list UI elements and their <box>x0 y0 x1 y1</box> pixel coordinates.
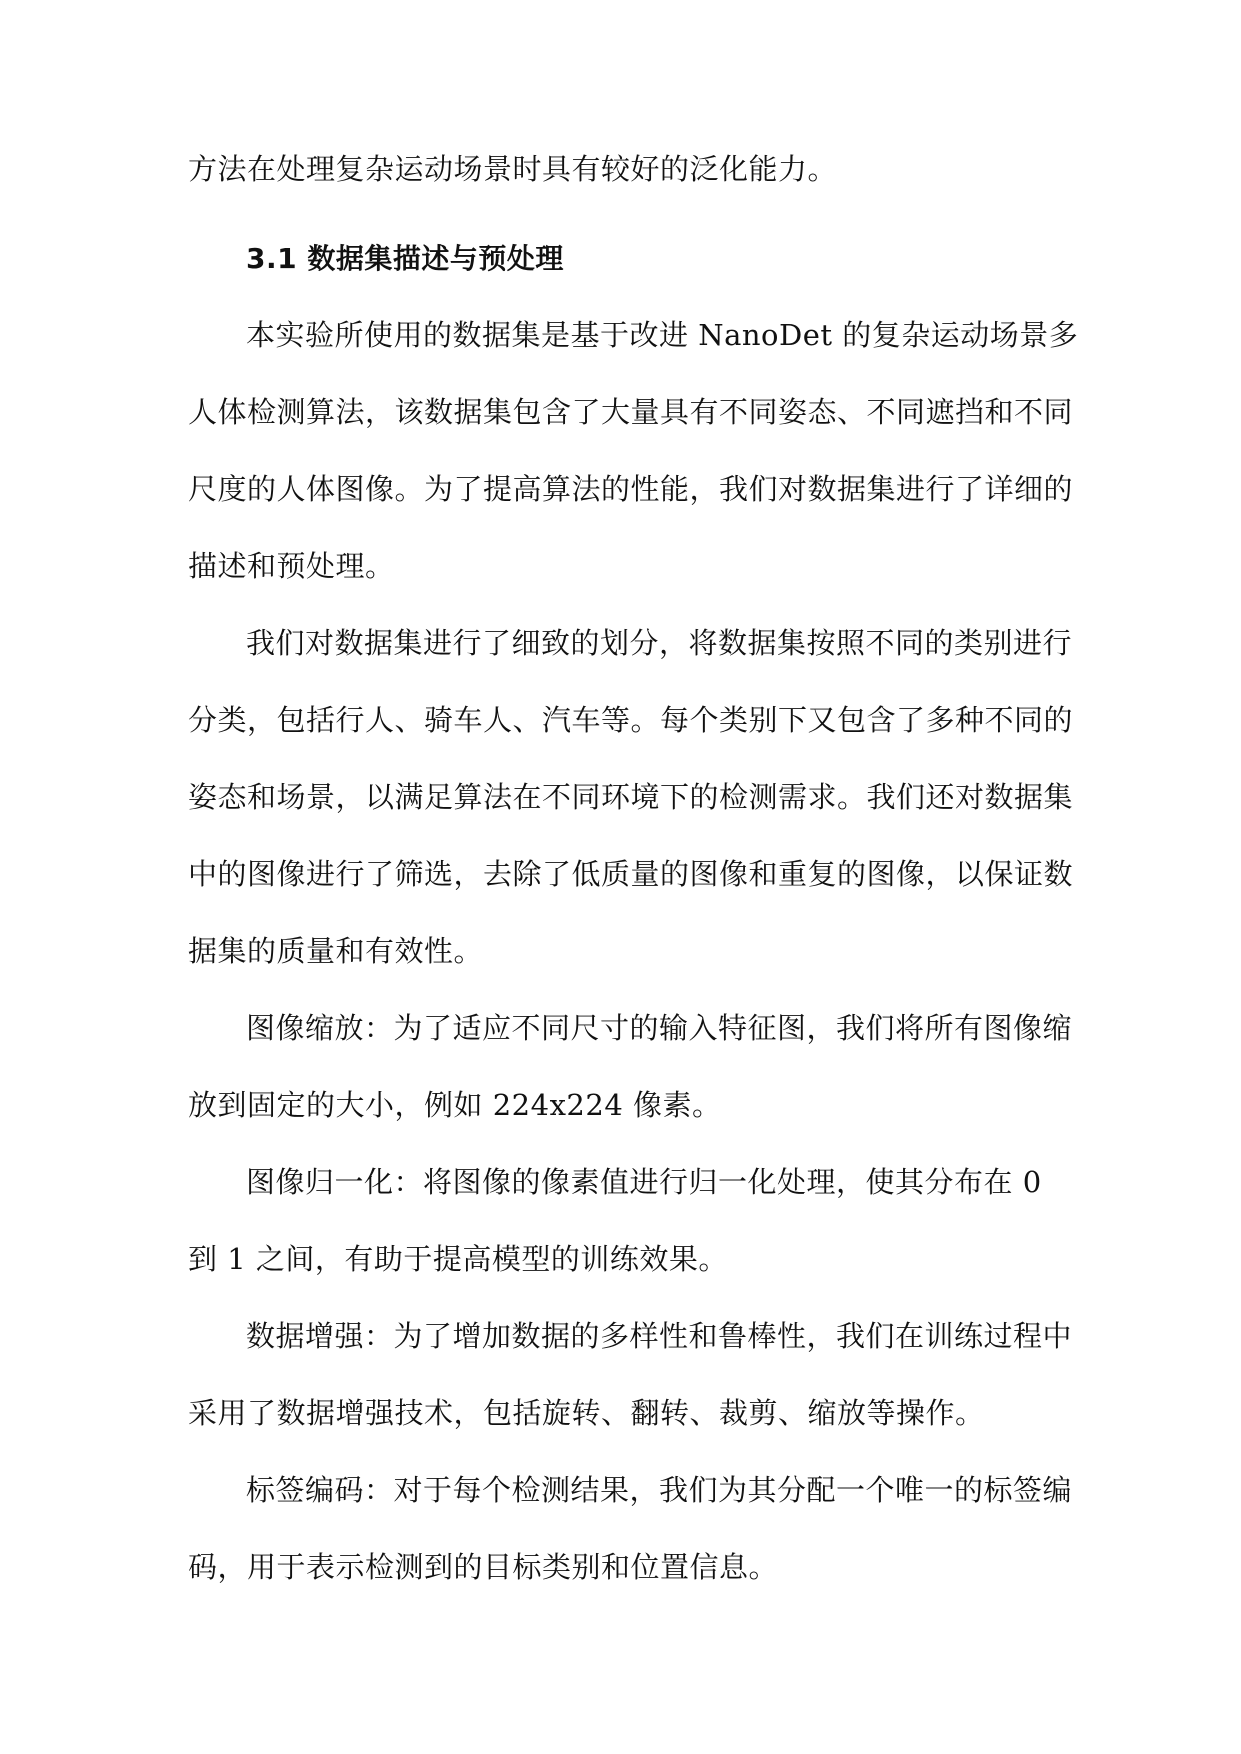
document-body <box>188 131 1079 1606</box>
paragraph-line: 尺度的人体图像。为了提高算法的性能，我们对数据集进行了详细的 <box>188 472 1074 506</box>
paragraph-line: 标签编码：对于每个检测结果，我们为其分配一个唯一的标签编 <box>246 1473 1073 1507</box>
paragraph-line: 姿态和场景，以满足算法在不同环境下的检测需求。我们还对数据集 <box>188 780 1074 814</box>
paragraph-line: 图像缩放：为了适应不同尺寸的输入特征图，我们将所有图像缩 <box>246 1011 1073 1045</box>
paragraph-line: 图像归一化：将图像的像素值进行归一化处理，使其分布在 0 <box>246 1165 1042 1199</box>
paragraph-line: 分类，包括行人、骑车人、汽车等。每个类别下又包含了多种不同的 <box>188 703 1074 737</box>
paragraph-line: 数据增强：为了增加数据的多样性和鲁棒性，我们在训练过程中 <box>246 1319 1073 1353</box>
paragraph-line: 人体检测算法，该数据集包含了大量具有不同姿态、不同遮挡和不同 <box>188 395 1074 429</box>
section-heading: 3.1 数据集描述与预处理 <box>246 242 564 275</box>
paragraph-line: 本实验所使用的数据集是基于改进 NanoDet 的复杂运动场景多 <box>246 318 1079 352</box>
paragraph-line: 放到固定的大小，例如 224x224 像素。 <box>188 1088 722 1122</box>
paragraph-line: 到 1 之间，有助于提高模型的训练效果。 <box>188 1242 728 1276</box>
paragraph-line: 据集的质量和有效性。 <box>188 934 484 968</box>
paragraph-line: 我们对数据集进行了细致的划分，将数据集按照不同的类别进行 <box>246 626 1073 660</box>
paragraph-line: 码，用于表示检测到的目标类别和位置信息。 <box>188 1550 779 1584</box>
paragraph-line: 中的图像进行了筛选，去除了低质量的图像和重复的图像，以保证数 <box>188 857 1074 891</box>
paragraph-line: 方法在处理复杂运动场景时具有较好的泛化能力。 <box>188 152 838 186</box>
paragraph-line: 描述和预处理。 <box>188 549 395 583</box>
paragraph-line: 采用了数据增强技术，包括旋转、翻转、裁剪、缩放等操作。 <box>188 1396 985 1430</box>
